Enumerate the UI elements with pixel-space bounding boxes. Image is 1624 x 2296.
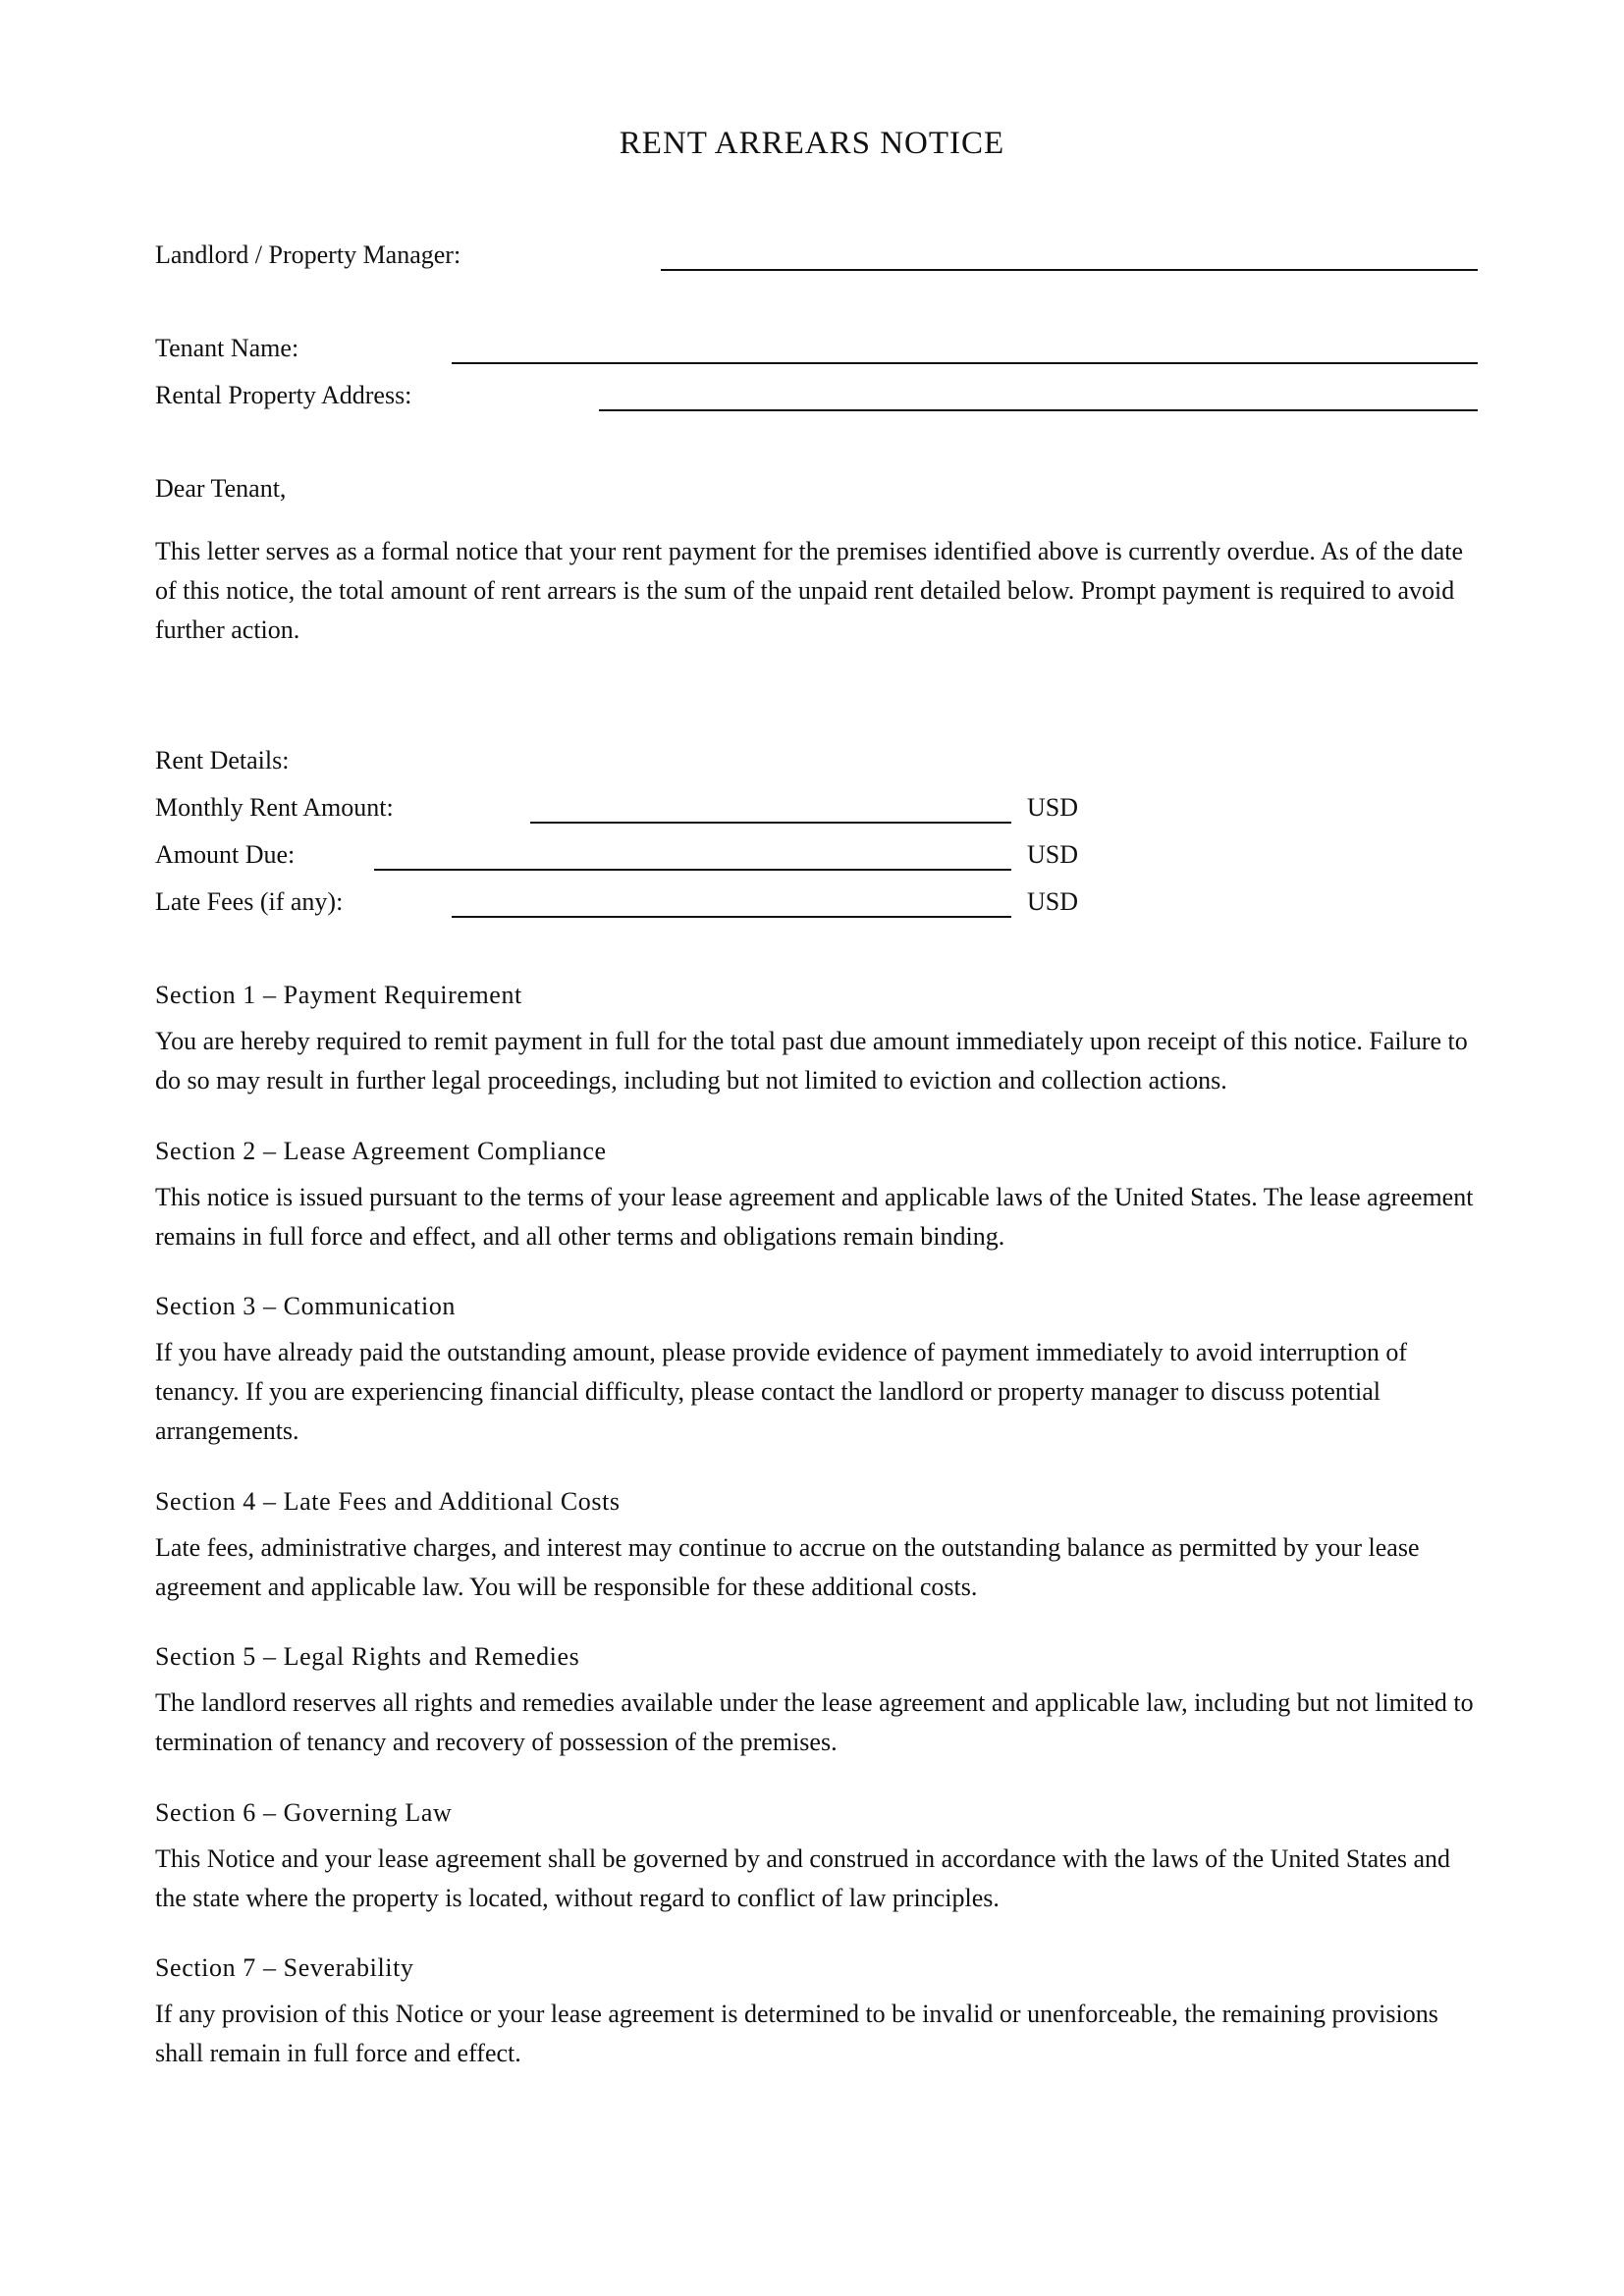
late-fees-field-line[interactable]: [452, 916, 1011, 918]
section-7-heading: Section 7 – Severability: [155, 1953, 414, 1982]
amount-due-label: Amount Due:: [155, 840, 296, 869]
section-1-body: You are hereby required to remit payment in full for the total past due amount immediately upon receipt of this notice. Failure to do so may result in further legal proceedings, including but not limited to eviction and collection actions.: [155, 1027, 1468, 1095]
section-4-body: Late fees, administrative charges, and interest may continue to accrue on the outstanding balance as permitted by your lease agreement and applicable law. You will be responsible for these additional costs.: [155, 1533, 1420, 1601]
property-address-field-line[interactable]: [599, 409, 1478, 411]
property-address-label: Rental Property Address:: [155, 381, 412, 409]
late-fees-currency: USD: [1027, 887, 1079, 916]
section-6-heading: Section 6 – Governing Law: [155, 1798, 453, 1827]
section-3-heading: Section 3 – Communication: [155, 1292, 457, 1320]
section-6-body: This Notice and your lease agreement shall be governed by and construed in accordance with the laws of the United States and the state where the property is located, without regard to conflict of law principles.: [155, 1844, 1451, 1912]
late-fees-label: Late Fees (if any):: [155, 887, 344, 916]
tenant-name-field-line[interactable]: [452, 362, 1478, 364]
landlord-label: Landlord / Property Manager:: [155, 240, 461, 269]
section-5-heading: Section 5 – Legal Rights and Remedies: [155, 1642, 580, 1671]
section-2-heading: Section 2 – Lease Agreement Compliance: [155, 1137, 607, 1165]
amount-due-currency: USD: [1027, 840, 1079, 869]
section-2-body: This notice is issued pursuant to the terms of your lease agreement and applicable laws of the United States. The lease agreement remains in full force and effect, and all other terms and obligations remain binding.: [155, 1183, 1474, 1251]
monthly-rent-currency: USD: [1027, 793, 1079, 822]
landlord-field-line[interactable]: [661, 269, 1478, 271]
section-1-heading: Section 1 – Payment Requirement: [155, 981, 522, 1009]
tenant-name-label: Tenant Name:: [155, 334, 299, 362]
document-title: RENT ARREARS NOTICE: [619, 126, 1005, 161]
amount-due-field-line[interactable]: [374, 869, 1011, 871]
rent-details-heading: Rent Details:: [155, 746, 290, 774]
section-5-body: The landlord reserves all rights and remedies available under the lease agreement and applicable law, including but not limited to termination of tenancy and recovery of possession of the premises.: [155, 1688, 1474, 1756]
monthly-rent-field-line[interactable]: [530, 822, 1011, 824]
section-3-body: If you have already paid the outstanding amount, please provide evidence of payment immediately to avoid interruption of tenancy. If you are experiencing financial difficulty, please contact the landlord or property manager to discuss potential arrangements.: [155, 1338, 1408, 1445]
section-4-heading: Section 4 – Late Fees and Additional Costs: [155, 1487, 621, 1516]
monthly-rent-label: Monthly Rent Amount:: [155, 793, 394, 822]
section-7-body: If any provision of this Notice or your lease agreement is determined to be invalid or unenforceable, the remaining provisions shall remain in full force and effect.: [155, 2000, 1438, 2067]
intro-paragraph: This letter serves as a formal notice that your rent payment for the premises identified above is currently overdue. As of the date of this notice, the total amount of rent arrears is the sum of the unpaid rent detailed below. Prompt payment is required to avoid further action.: [155, 537, 1464, 644]
salutation: Dear Tenant,: [155, 474, 287, 503]
